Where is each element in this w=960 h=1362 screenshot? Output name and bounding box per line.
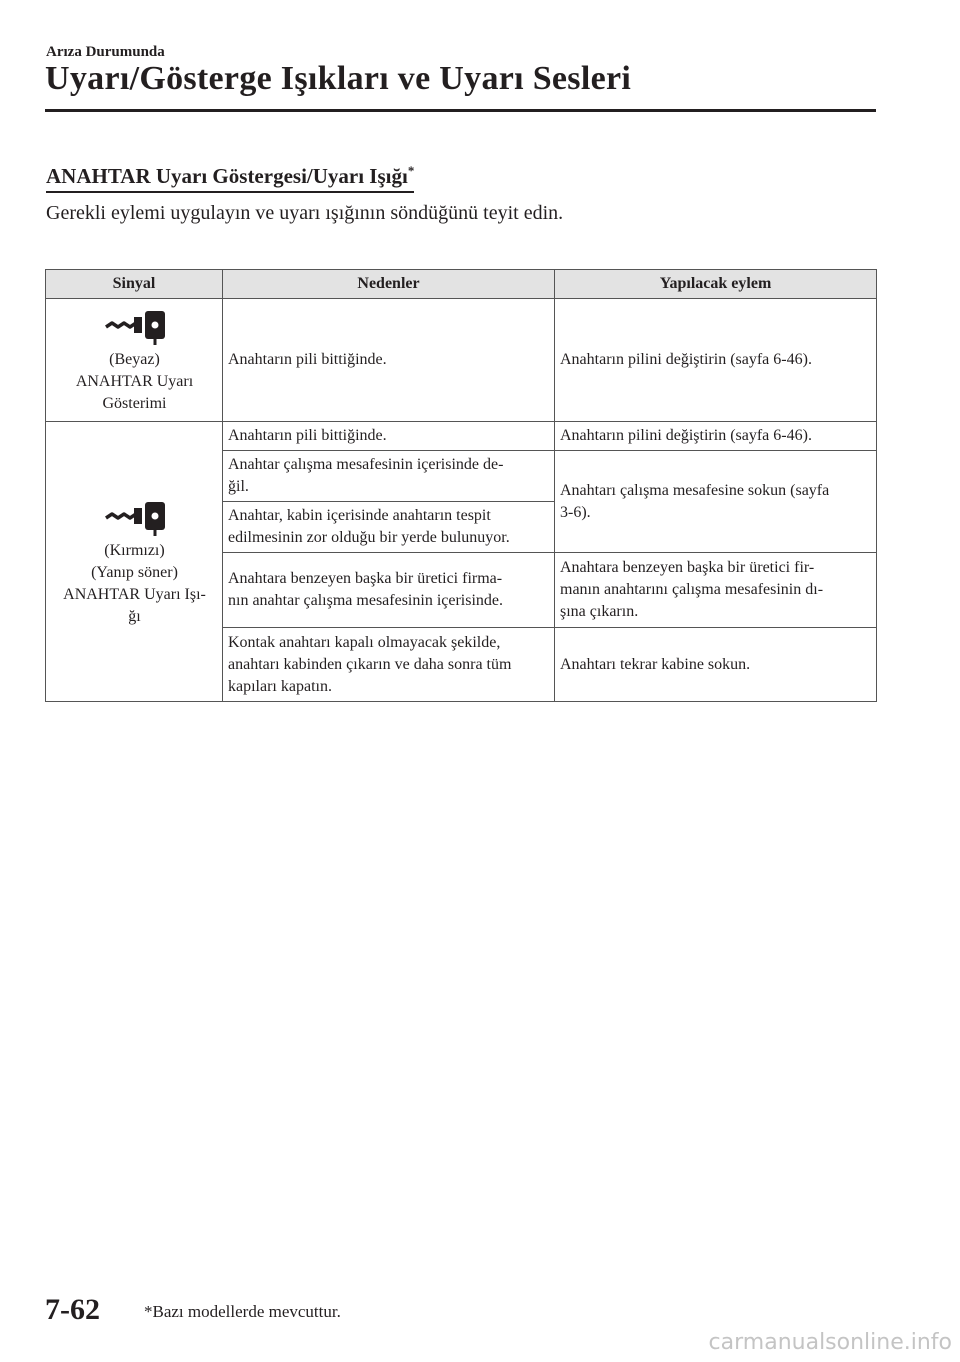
section-label: Arıza Durumunda — [46, 44, 165, 60]
column-header-signal: Sinyal — [46, 270, 223, 299]
warning-table — [45, 269, 877, 702]
page-title: Uyarı/Gösterge Işıkları ve Uyarı Sesleri — [45, 60, 632, 97]
page-number: 7-62 — [45, 1293, 100, 1326]
action-cell: Anahtara benzeyen başka bir üretici fir- manın anahtarını çalışma mesafesinin dı- şına çıkarın. — [555, 553, 877, 628]
cause-cell: Anahtarın pili bittiğinde. — [223, 422, 555, 451]
section-heading-text: ANAHTAR Uyarı Göstergesi/Uyarı Işığı — [46, 164, 408, 188]
column-header-action: Yapılacak eylem — [555, 270, 877, 299]
table-header-row — [46, 270, 877, 299]
column-header-causes: Nedenler — [223, 270, 555, 299]
action-cell: Anahtarı tekrar kabine sokun. — [555, 628, 877, 702]
key-warning-icon — [104, 496, 166, 536]
footnote: *Bazı modellerde mevcuttur. — [144, 1302, 341, 1321]
table-row — [46, 422, 877, 451]
cause-cell: Kontak anahtarı kapalı olmayacak şekilde, anahtarı kabinden çıkarın ve daha sonra tüm kapıları kapatın. — [223, 628, 555, 702]
cause-cell: Anahtar çalışma mesafesinin içerisinde de- ğil. — [223, 451, 555, 502]
action-cell: Anahtarın pilini değiştirin (sayfa 6-46). — [555, 299, 877, 422]
title-rule — [45, 109, 876, 112]
signal-cell-white — [46, 299, 223, 422]
signal-cell-red — [46, 422, 223, 702]
intro-text: Gerekli eylemi uygulayın ve uyarı ışığının söndüğünü teyit edin. — [46, 202, 564, 224]
section-heading — [46, 163, 414, 193]
cause-cell: Anahtara benzeyen başka bir üretici firma- nın anahtar çalışma mesafesinin içerisinde. — [223, 553, 555, 628]
action-cell: Anahtarın pilini değiştirin (sayfa 6-46). — [555, 422, 877, 451]
watermark: carmanualsonline.info — [708, 1330, 952, 1355]
signal-text-red: (Kırmızı) (Yanıp söner) ANAHTAR Uyarı Işı- ğı — [63, 541, 206, 625]
table-row — [46, 299, 877, 422]
key-warning-icon — [104, 305, 166, 345]
signal-text-white: (Beyaz) ANAHTAR Uyarı Gösterimi — [75, 351, 194, 412]
cause-cell: Anahtar, kabin içerisinde anahtarın tespit edilmesinin zor olduğu bir yerde bulunuyor. — [223, 502, 555, 553]
section-heading-mark: * — [407, 163, 415, 178]
cause-cell: Anahtarın pili bittiğinde. — [223, 299, 555, 422]
action-cell: Anahtarı çalışma mesafesine sokun (sayfa 3-6). — [555, 451, 877, 553]
